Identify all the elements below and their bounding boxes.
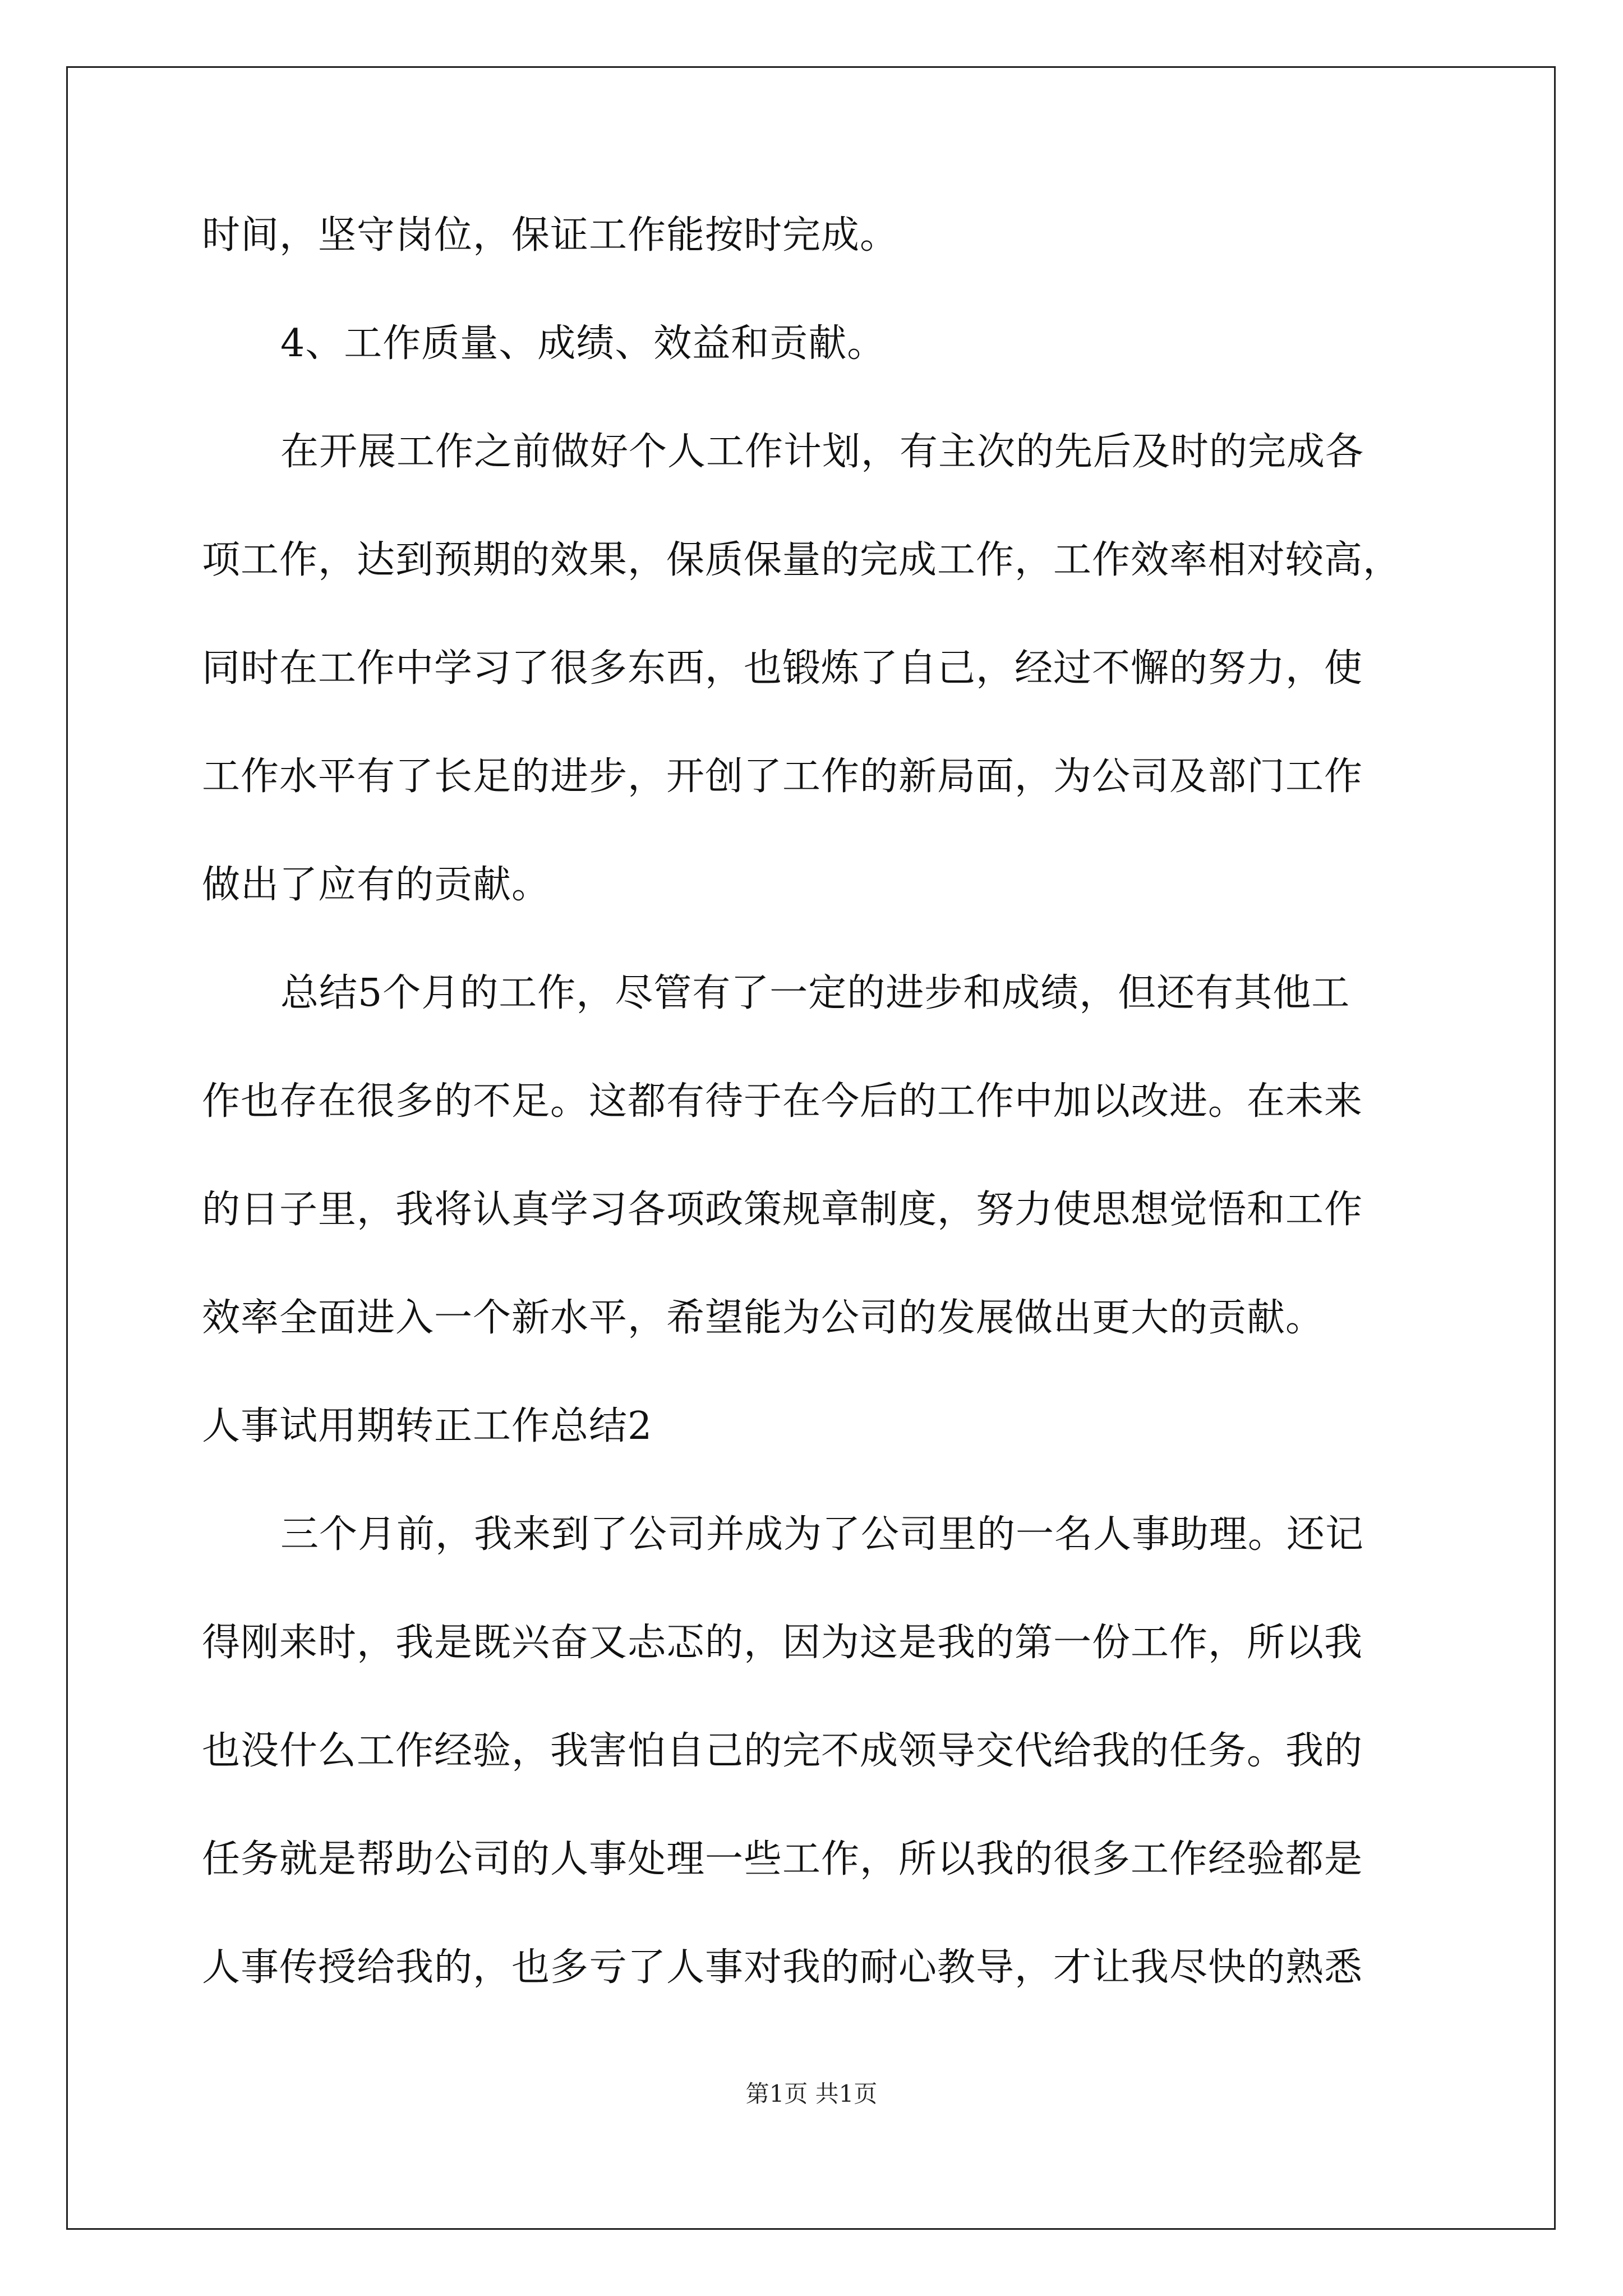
text-line: 时间，坚守岗位，保证工作能按时完成。 [202, 213, 899, 257]
text-line: 任务就是帮助公司的人事处理一些工作，所以我的很多工作经验都是 [202, 1837, 1363, 1881]
text-line: 作也存在很多的不足。这都有待于在今后的工作中加以改进。在未来 [202, 1079, 1363, 1124]
text-line: 人事传授给我的，也多亏了人事对我的耐心教导，才让我尽快的熟悉 [202, 1945, 1363, 1990]
page-number: 第1页 共1页 [745, 2080, 878, 2108]
document-body [202, 213, 1441, 2056]
text-line: 项工作，达到预期的效果，保质保量的完成工作，工作效率相对较高， [202, 538, 1402, 582]
text-line: 也没什么工作经验，我害怕自己的完不成领导交代给我的任务。我的 [202, 1729, 1363, 1773]
section-heading: 人事试用期转正工作总结2 [202, 1404, 653, 1448]
text-line: 在开展工作之前做好个人工作计划，有主次的先后及时的完成各 [280, 430, 1364, 474]
text-line: 总结5个月的工作，尽管有了一定的进步和成绩，但还有其他工 [280, 971, 1350, 1015]
text-line: 的日子里，我将认真学习各项政策规章制度，努力使思想觉悟和工作 [202, 1188, 1363, 1232]
text-line: 做出了应有的贡献。 [202, 863, 551, 907]
text-line: 效率全面进入一个新水平，希望能为公司的发展做出更大的贡献。 [202, 1296, 1325, 1340]
text-line: 工作水平有了长足的进步，开创了工作的新局面，为公司及部门工作 [202, 754, 1363, 799]
text-line: 三个月前，我来到了公司并成为了公司里的一名人事助理。还记 [280, 1512, 1364, 1557]
text-line: 得刚来时，我是既兴奋又忐忑的，因为这是我的第一份工作，所以我 [202, 1621, 1363, 1665]
text-line: 同时在工作中学习了很多东西，也锻炼了自己，经过不懈的努力，使 [202, 646, 1363, 691]
text-line: 4、工作质量、成绩、效益和贡献。 [280, 321, 886, 366]
